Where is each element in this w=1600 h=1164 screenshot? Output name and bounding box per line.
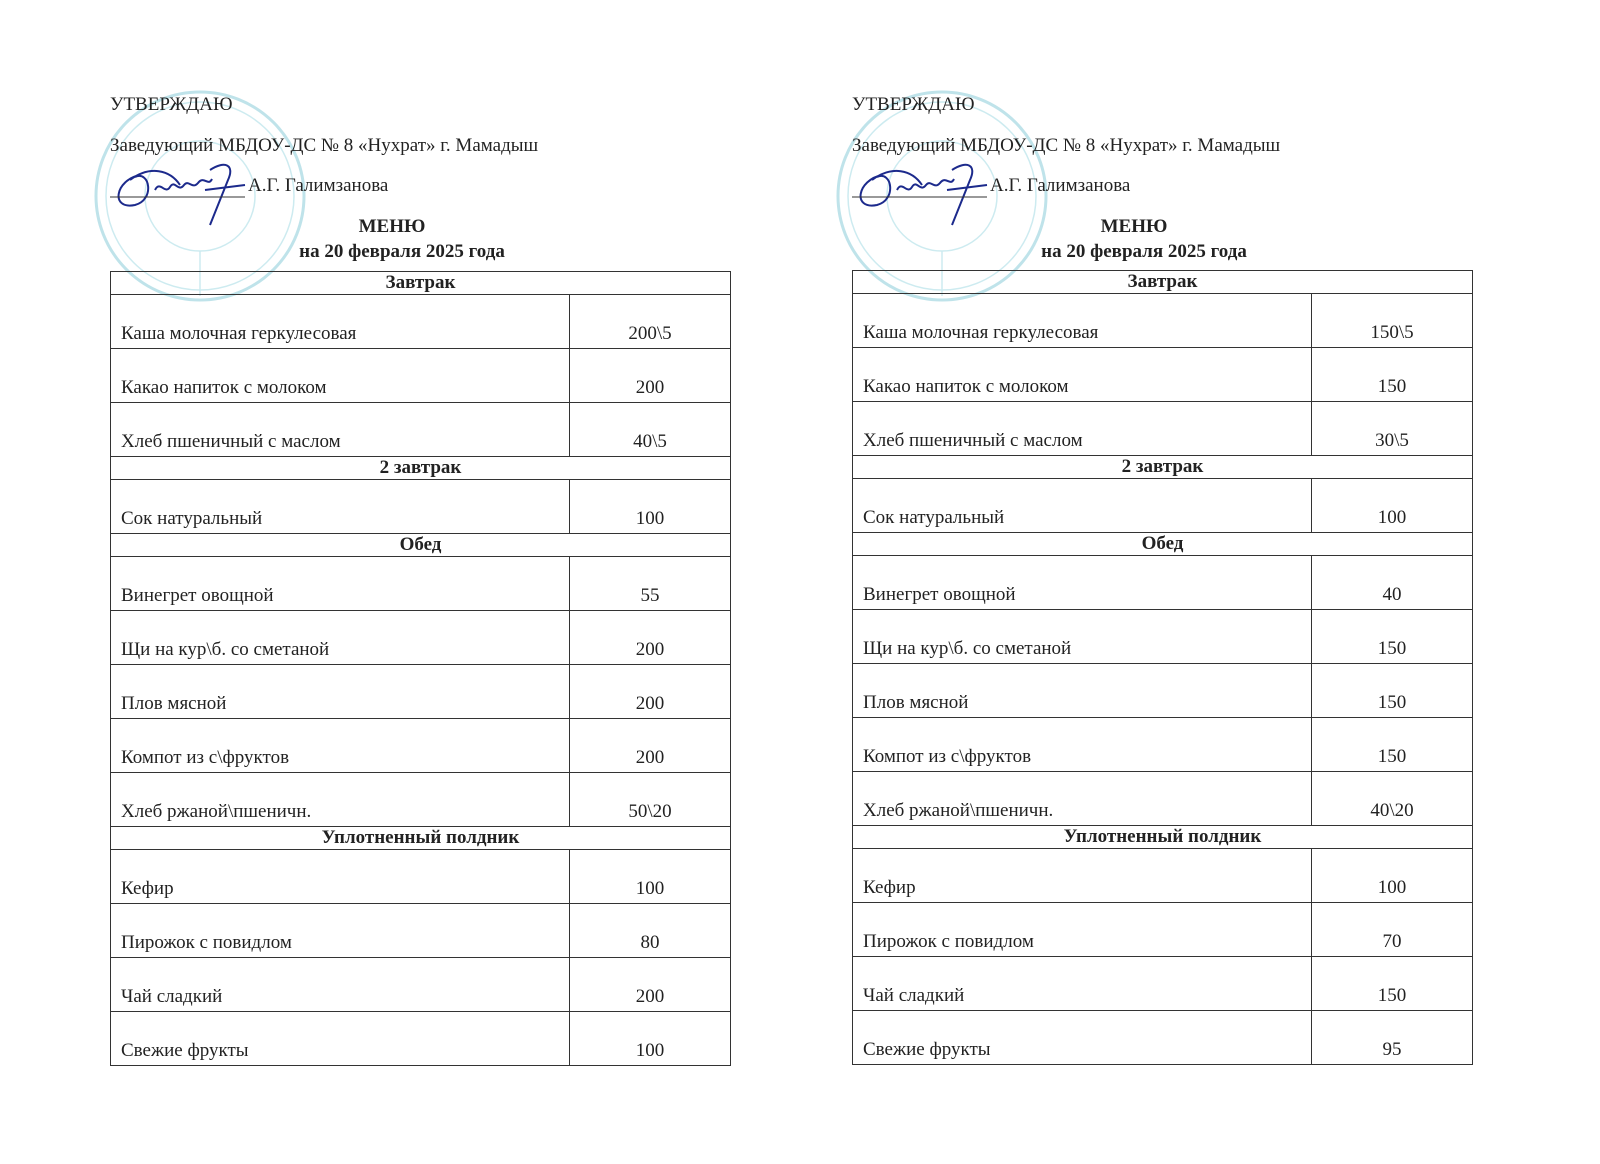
dish-name: Каша молочная геркулесовая — [111, 295, 570, 349]
dish-quantity: 200 — [570, 958, 731, 1012]
dish-quantity: 200 — [570, 665, 731, 719]
menu-table — [852, 270, 1473, 1065]
dish-name: Чай сладкий — [853, 957, 1312, 1011]
dish-quantity: 95 — [1312, 1011, 1473, 1065]
table-row — [853, 610, 1473, 664]
dish-name: Компот из с\фруктов — [111, 719, 570, 773]
table-row — [853, 718, 1473, 772]
dish-quantity: 150 — [1312, 610, 1473, 664]
dish-name: Плов мясной — [853, 664, 1312, 718]
dish-name: Пирожок с повидлом — [111, 904, 570, 958]
dish-quantity: 200 — [570, 349, 731, 403]
dish-quantity: 150 — [1312, 718, 1473, 772]
table-row — [111, 665, 731, 719]
table-row — [853, 849, 1473, 903]
table-row — [111, 773, 731, 827]
dish-name: Щи на кур\б. со сметаной — [111, 611, 570, 665]
dish-name: Свежие фрукты — [111, 1012, 570, 1066]
section-name: Обед — [111, 534, 731, 557]
dish-name: Пирожок с повидлом — [853, 903, 1312, 957]
dish-quantity: 150 — [1312, 664, 1473, 718]
table-row — [853, 664, 1473, 718]
dish-quantity: 100 — [1312, 479, 1473, 533]
dish-quantity: 100 — [1312, 849, 1473, 903]
dish-quantity: 40\5 — [570, 403, 731, 457]
section-header-row — [111, 457, 731, 480]
dish-quantity: 30\5 — [1312, 402, 1473, 456]
section-name: Обед — [853, 533, 1473, 556]
menu-panel-right — [852, 0, 1552, 1164]
section-header-row — [111, 272, 731, 295]
section-header-row — [111, 534, 731, 557]
section-name: 2 завтрак — [853, 456, 1473, 479]
dish-quantity: 100 — [570, 480, 731, 534]
table-row — [111, 719, 731, 773]
dish-name: Хлеб ржаной\пшеничн. — [111, 773, 570, 827]
table-row — [111, 611, 731, 665]
position-line: Заведующий МБДОУ-ДС № 8 «Нухрат» г. Мамадыш — [852, 135, 1281, 156]
dish-quantity: 200\5 — [570, 295, 731, 349]
section-header-row — [853, 456, 1473, 479]
dish-quantity: 40\20 — [1312, 772, 1473, 826]
table-row — [853, 772, 1473, 826]
dish-quantity: 200 — [570, 719, 731, 773]
dish-quantity: 55 — [570, 557, 731, 611]
dish-name: Хлеб ржаной\пшеничн. — [853, 772, 1312, 826]
section-header-row — [853, 826, 1473, 849]
section-name: Уплотненный полдник — [111, 827, 731, 850]
approve-label: УТВЕРЖДАЮ — [110, 94, 233, 115]
menu-title: МЕНЮ — [1100, 216, 1168, 237]
section-name: 2 завтрак — [111, 457, 731, 480]
dish-name: Чай сладкий — [111, 958, 570, 1012]
table-row — [111, 1012, 731, 1066]
dish-name: Какао напиток с молоком — [853, 348, 1312, 402]
dish-quantity: 200 — [570, 611, 731, 665]
dish-name: Плов мясной — [111, 665, 570, 719]
dish-name: Винегрет овощной — [111, 557, 570, 611]
table-row — [853, 294, 1473, 348]
table-row — [853, 402, 1473, 456]
table-row — [111, 480, 731, 534]
table-row — [111, 850, 731, 904]
table-row — [111, 958, 731, 1012]
menu-panel-left — [110, 0, 810, 1164]
table-row — [853, 348, 1473, 402]
dish-name: Сок натуральный — [853, 479, 1312, 533]
table-row — [111, 557, 731, 611]
table-row — [853, 957, 1473, 1011]
dish-quantity: 80 — [570, 904, 731, 958]
dish-name: Хлеб пшеничный с маслом — [111, 403, 570, 457]
table-row — [853, 556, 1473, 610]
approve-label: УТВЕРЖДАЮ — [852, 94, 975, 115]
menu-date: на 20 февраля 2025 года — [299, 241, 505, 262]
section-header-row — [111, 827, 731, 850]
position-line: Заведующий МБДОУ-ДС № 8 «Нухрат» г. Мамадыш — [110, 135, 539, 156]
section-name: Завтрак — [111, 272, 731, 295]
section-name: Уплотненный полдник — [853, 826, 1473, 849]
table-row — [111, 295, 731, 349]
signer-name: А.Г. Галимзанова — [248, 175, 389, 196]
dish-quantity: 100 — [570, 850, 731, 904]
table-row — [111, 904, 731, 958]
dish-name: Свежие фрукты — [853, 1011, 1312, 1065]
menu-date: на 20 февраля 2025 года — [1041, 241, 1247, 262]
section-header-row — [853, 533, 1473, 556]
section-header-row — [853, 271, 1473, 294]
signer-name: А.Г. Галимзанова — [990, 175, 1131, 196]
menu-table — [110, 271, 731, 1066]
dish-name: Винегрет овощной — [853, 556, 1312, 610]
dish-name: Сок натуральный — [111, 480, 570, 534]
table-row — [853, 479, 1473, 533]
dish-quantity: 100 — [570, 1012, 731, 1066]
table-row — [111, 403, 731, 457]
menu-title: МЕНЮ — [358, 216, 426, 237]
dish-quantity: 150\5 — [1312, 294, 1473, 348]
section-name: Завтрак — [853, 271, 1473, 294]
dish-name: Кефир — [853, 849, 1312, 903]
dish-name: Какао напиток с молоком — [111, 349, 570, 403]
dish-name: Кефир — [111, 850, 570, 904]
table-row — [853, 903, 1473, 957]
dish-quantity: 40 — [1312, 556, 1473, 610]
dish-name: Каша молочная геркулесовая — [853, 294, 1312, 348]
dish-name: Компот из с\фруктов — [853, 718, 1312, 772]
dish-quantity: 50\20 — [570, 773, 731, 827]
dish-quantity: 150 — [1312, 348, 1473, 402]
dish-quantity: 150 — [1312, 957, 1473, 1011]
dish-quantity: 70 — [1312, 903, 1473, 957]
table-row — [853, 1011, 1473, 1065]
dish-name: Щи на кур\б. со сметаной — [853, 610, 1312, 664]
dish-name: Хлеб пшеничный с маслом — [853, 402, 1312, 456]
table-row — [111, 349, 731, 403]
